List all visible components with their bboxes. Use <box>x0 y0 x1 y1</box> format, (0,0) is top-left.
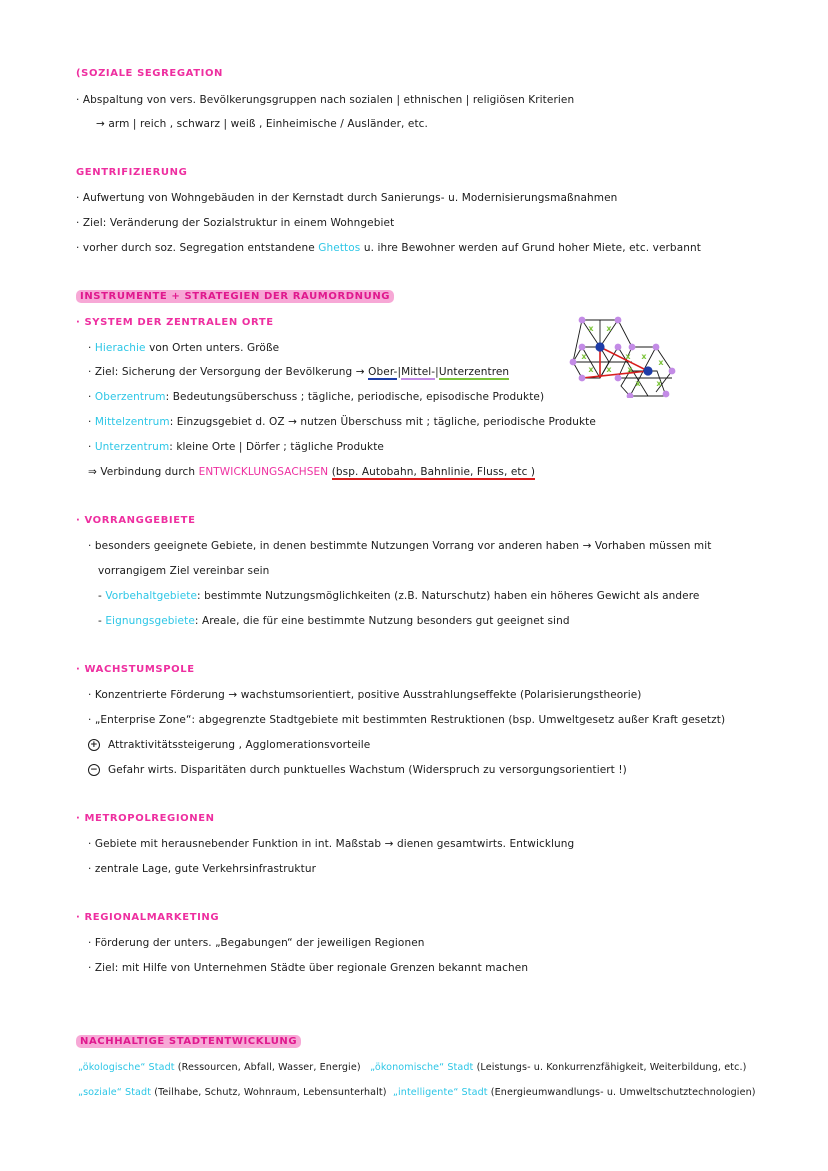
wachstum-line-4 <box>88 764 627 776</box>
entwicklungsachsen-examples: (bsp. Autobahn, Bahnlinie, Fluss, etc ) <box>331 466 536 478</box>
wachstum-line-2: · „Enterprise Zone“: abgegrenzte Stadtgebiete mit bestimmten Restruktionen (bsp. Umweltgesetz außer Kraft gesetzt) <box>88 714 726 726</box>
marketing-line-2: · Ziel: mit Hilfe von Unternehmen Städte über regionale Grenzen bekannt machen <box>88 962 529 974</box>
nachhaltig-line-2 <box>78 1087 756 1098</box>
metropol-line-2: · zentrale Lage, gute Verkehrsinfrastruktur <box>88 863 317 875</box>
oekologische-stadt-desc: (Ressourcen, Abfall, Wasser, Energie) <box>174 1062 361 1073</box>
eignungsgebiete-term: Eignungsgebiete <box>105 615 195 627</box>
mittel-node <box>615 317 622 324</box>
segregation-heading: (SOZIALE SEGREGATION <box>76 68 224 79</box>
soziale-stadt-desc: (Teilhabe, Schutz, Wohnraum, Lebensunterhalt) <box>151 1087 387 1098</box>
oekonomische-stadt-desc: (Leistungs- u. Konkurrenzfähigkeit, Weiterbildung, etc.) <box>473 1062 747 1073</box>
instruments-heading-highlight: INSTRUMENTE + STRATEGIEN DER RAUMORDNUNG <box>76 290 394 303</box>
zentrale-line-3-rest: : Bedeutungsüberschuss ; tägliche, periodische, episodische Produkte) <box>165 391 545 403</box>
vorrang-heading: · VORRANGGEBIETE <box>76 515 196 526</box>
vorrang-line-3-rest: : bestimmte Nutzungsmöglichkeiten (z.B. Naturschutz) haben ein höheres Gewicht als andere <box>197 590 700 602</box>
zentrale-line-4-bullet: · <box>88 416 95 428</box>
vorrang-line-4-bullet: - <box>98 615 106 627</box>
vorrang-line-3-bullet: - <box>98 590 106 602</box>
segregation-line-2: → arm | reich , schwarz | weiß , Einheimische / Ausländer, etc. <box>96 118 428 130</box>
mittelzentrum-term: Mittelzentrum <box>94 416 170 428</box>
wachstum-line-1: · Konzentrierte Förderung → wachstumsorientiert, positive Ausstrahlungseffekte (Polarisierungstheorie) <box>88 689 642 701</box>
wachstum-contra-text: Gefahr wirts. Disparitäten durch punktuelles Wachstum (Widerspruch zu versorgungsorientiert !) <box>108 764 627 776</box>
unterzentrum-term: Unterzentrum <box>94 441 170 453</box>
entwicklungsachsen-term: ENTWICKLUNGSACHSEN <box>198 466 329 478</box>
mittel-node <box>629 344 636 351</box>
mittel-node <box>579 375 586 382</box>
marketing-line-1: · Förderung der unters. „Begabungen“ der jeweiligen Regionen <box>88 937 425 949</box>
vorrang-line-4-rest: : Areale, die für eine bestimmte Nutzung besonders gut geeignet sind <box>194 615 570 627</box>
plus-circle-icon: + <box>88 739 100 751</box>
soziale-stadt-term: „soziale“ Stadt <box>78 1087 152 1098</box>
nachhaltig-heading-highlight: NACHHALTIGE STADTENTWICKLUNG <box>76 1035 301 1048</box>
zentrale-line-5-bullet: · <box>88 441 95 453</box>
hierarchie-term: Hierachie <box>94 342 146 354</box>
zentrale-line-3 <box>88 391 544 403</box>
mittel-term: Mittel- <box>401 366 436 378</box>
vorrang-line-3 <box>98 590 699 602</box>
ober-node <box>595 342 604 351</box>
unter-marker: x <box>635 379 641 388</box>
gentrification-line-1: · Aufwertung von Wohngebäuden in der Kernstadt durch Sanierungs- u. Modernisierungsmaßnahmen <box>76 192 618 204</box>
mittel-node <box>663 391 670 398</box>
mittel-node <box>615 375 622 382</box>
metropol-heading: · METROPOLREGIONEN <box>76 813 215 824</box>
zentrale-line-4-rest: : Einzugsgebiet d. OZ → nutzen Überschuss mit ; tägliche, periodische Produkte <box>169 416 596 428</box>
zentrale-line-6-a: ⇒ Verbindung durch <box>88 466 196 478</box>
intelligente-stadt-term: „intelligente“ Stadt <box>392 1087 488 1098</box>
wachstum-line-3 <box>88 739 370 751</box>
unter-marker: x <box>641 352 647 361</box>
mittel-node <box>579 317 586 324</box>
wachstum-pro-text: Attraktivitätssteigerung , Agglomerationsvorteile <box>108 739 371 751</box>
nachhaltig-heading <box>76 1036 301 1047</box>
zentrale-line-4 <box>88 416 596 428</box>
vorrang-line-2: vorrangigem Ziel vereinbar sein <box>98 565 270 577</box>
unter-marker: x <box>625 352 631 361</box>
gentrification-line-2: · Ziel: Veränderung der Sozialstruktur in einem Wohngebiet <box>76 217 395 229</box>
zentrale-line-5-rest: : kleine Orte | Dörfer ; tägliche Produkte <box>169 441 384 453</box>
gentrification-line-3-a: · vorher durch soz. Segregation entstandene <box>76 242 315 254</box>
ober-node <box>643 366 652 375</box>
zentrale-line-2-a: · Ziel: Sicherung der Versorgung der Bevölkerung → <box>88 366 365 378</box>
vorbehaltgebiete-term: Vorbehaltgebiete <box>105 590 198 602</box>
mittel-node <box>669 368 676 375</box>
gentrification-line-3-c: u. ihre Bewohner werden auf Grund hoher Miete, etc. verbannt <box>363 242 701 254</box>
intelligente-stadt-desc: (Energieumwandlungs- u. Umweltschutztechnologien) <box>487 1087 756 1098</box>
instruments-heading <box>76 291 394 302</box>
unter-marker: x <box>588 365 594 374</box>
oberzentrum-term: Oberzentrum <box>94 391 166 403</box>
ober-term: Ober- <box>368 366 398 378</box>
unter-marker: x <box>656 379 662 388</box>
unter-marker: x <box>627 365 633 374</box>
mittel-node <box>570 359 577 366</box>
oekologische-stadt-term: „ökologische“ Stadt <box>78 1062 175 1073</box>
metropol-line-1: · Gebiete mit herausnebender Funktion in int. Maßstab → dienen gesamtwirts. Entwicklung <box>88 838 575 850</box>
unter-marker: x <box>658 358 664 367</box>
zentrale-line-6 <box>88 466 535 478</box>
zentrale-line-5 <box>88 441 384 453</box>
unter-marker: x <box>588 324 594 333</box>
mittel-node <box>579 344 586 351</box>
ghettos-term: Ghettos <box>318 242 361 254</box>
central-places-diagram <box>560 314 684 398</box>
mittel-node <box>653 344 660 351</box>
segregation-line-1: · Abspaltung von vers. Bevölkerungsgruppen nach sozialen | ethnischen | religiösen Kriterien <box>76 94 575 106</box>
mittel-node <box>615 344 622 351</box>
zentrale-line-3-bullet: · <box>88 391 95 403</box>
unter-marker: x <box>581 352 587 361</box>
oekonomische-stadt-term: „ökonomische“ Stadt <box>370 1062 474 1073</box>
gentrification-heading: GENTRIFIZIERUNG <box>76 167 188 178</box>
marketing-heading: · REGIONALMARKETING <box>76 912 220 923</box>
zentrale-line-1-rest: von Orten unters. Größe <box>145 342 280 354</box>
zentrale-orte-heading: · SYSTEM DER ZENTRALEN ORTE <box>76 317 274 328</box>
zentrale-line-2: · Ziel: Sicherung der Versorgung der Bevölkerung → Ober-|Mittel-|Unterzentren <box>88 366 510 378</box>
wachstum-heading: · WACHSTUMSPOLE <box>76 664 195 675</box>
vorrang-line-4 <box>98 615 570 627</box>
unter-marker: x <box>606 365 612 374</box>
nachhaltig-line-1 <box>78 1062 746 1073</box>
unterzentren-term: Unterzentren <box>438 366 510 378</box>
minus-circle-icon: − <box>88 764 100 776</box>
gentrification-line-3 <box>76 242 701 254</box>
vorrang-line-1: · besonders geeignete Gebiete, in denen bestimmte Nutzungen Vorrang vor anderen haben → Vorhaben müssen mit <box>88 540 712 552</box>
unter-marker: x <box>606 324 612 333</box>
zentrale-line-1-bullet: · <box>88 342 95 354</box>
zentrale-line-1 <box>88 342 279 354</box>
